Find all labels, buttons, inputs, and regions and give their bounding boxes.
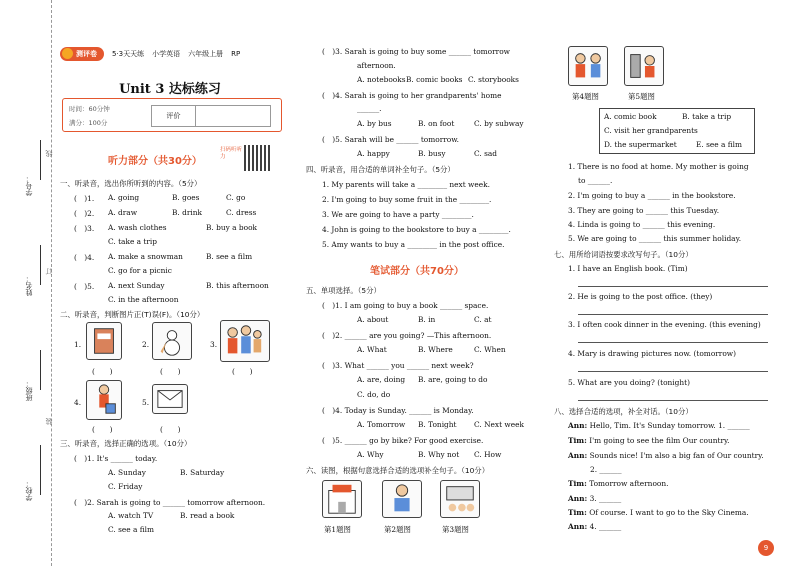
- s5-q4: ( )4. Today is Sunday. ______ is Monday.: [322, 406, 474, 415]
- time-limit: 时间：60分钟: [69, 105, 110, 113]
- speaker: Ann:: [568, 421, 588, 430]
- speaker: Tim:: [568, 479, 587, 488]
- option-b: B. drink: [172, 208, 202, 217]
- s3-heading: 三、听录音，选择正确的选项。（10分）: [60, 439, 192, 448]
- evaluation-label: 评价: [152, 106, 196, 126]
- option-a: A. Tomorrow: [357, 420, 406, 429]
- answer-line[interactable]: [578, 400, 768, 401]
- option-b: B. busy: [418, 149, 446, 158]
- written-section-heading: 笔试部分（共70分）: [370, 266, 464, 277]
- option-b: B. on foot: [418, 119, 455, 128]
- fill-line[interactable]: 2. I'm going to buy a ______ in the bookstore.: [568, 191, 736, 200]
- pic-number: 1.: [74, 340, 82, 349]
- option-a: A. draw: [108, 208, 138, 217]
- dialogue-line: [568, 479, 668, 488]
- option-a: A. are, doing: [357, 375, 406, 384]
- page-title: Unit 3 达标练习: [119, 82, 221, 97]
- dialogue-text: Tomorrow afternoon.: [586, 479, 669, 488]
- binding-margin: [0, 0, 52, 566]
- fill-line[interactable]: 1. There is no food at home. My mother is going: [568, 162, 749, 171]
- option-c: C. go for a picnic: [108, 266, 172, 275]
- option-a: A. next Sunday: [108, 281, 165, 290]
- option-c: C. storybooks: [468, 75, 519, 84]
- option-a: A. Sunday: [108, 468, 146, 477]
- family-visit-picture: [568, 46, 608, 86]
- dialogue-line: [568, 451, 764, 460]
- name-line: [40, 245, 41, 285]
- qr-code-icon[interactable]: [244, 145, 270, 171]
- speaker: Ann:: [568, 522, 588, 531]
- option-c: C. by subway: [474, 119, 524, 128]
- fill-line[interactable]: to ______.: [578, 176, 613, 185]
- option-b: B. are, going to do: [418, 375, 488, 384]
- s1-heading: 一、听录音，选出你所听到的内容。（5分）: [60, 179, 202, 188]
- comic-book-picture: [382, 480, 422, 518]
- q-text: )1. It's ______ today.: [84, 454, 158, 463]
- option-c: C. at: [474, 315, 492, 324]
- q-number: )3.: [84, 224, 95, 233]
- q-text: )1. I am going to buy a book ______ space.: [332, 301, 489, 310]
- option-b: B. this afternoon: [206, 281, 269, 290]
- dialogue-line: [568, 522, 621, 531]
- option-c: C. When: [474, 345, 506, 354]
- option-b: B. goes: [172, 193, 200, 202]
- s3-q2: ( )2. Sarah is going to ______ tomorrow afternoon.: [74, 498, 266, 507]
- option-c: C. Next week: [474, 420, 524, 429]
- answer-line[interactable]: [578, 286, 768, 287]
- option-b: B. Where: [418, 345, 453, 354]
- option-a: A. by bus: [357, 119, 392, 128]
- word-option-c: C. visit her grandparents: [604, 126, 698, 135]
- book-picture: [86, 322, 122, 360]
- q-text: )4. Sarah is going to her grandparents' home: [332, 91, 502, 100]
- listening-section-heading: 听力部分（共30分）: [108, 156, 202, 167]
- answer-paren[interactable]: ( ): [92, 367, 113, 376]
- option-c: C. take a trip: [108, 237, 158, 246]
- q-text: )2. Sarah is going to ______ tomorrow afternoon.: [84, 498, 266, 507]
- word-option-d: D. the supermarket: [604, 140, 677, 149]
- test-badge: 测评卷: [60, 47, 104, 61]
- answer-line[interactable]: [578, 342, 768, 343]
- full-score: 满分：100分: [69, 119, 108, 127]
- pic-caption: 第1题图: [324, 525, 351, 534]
- speaker: Ann:: [568, 494, 588, 503]
- q-text: )5. Sarah will be ______ tomorrow.: [332, 135, 460, 144]
- option-c: C. in the afternoon: [108, 295, 179, 304]
- s6-heading: 六、读图，根据句意选择合适的选项补全句子。（10分）: [306, 466, 490, 475]
- rewrite-question: 4. Mary is drawing pictures now. (tomorrow): [568, 349, 736, 358]
- s1-q1: ( )1.: [74, 194, 95, 203]
- q-number: )1.: [84, 194, 95, 203]
- dialogue-line: [568, 508, 749, 517]
- q-text: )2. ______ are you going? —This afternoon.: [332, 331, 492, 340]
- s7-heading: 七、用所给词语按要求改写句子。（10分）: [554, 250, 693, 259]
- dialogue-text: Hello, Tim. It's Sunday tomorrow. 1. ______: [587, 421, 750, 430]
- student-id-label: 学号：: [25, 175, 33, 196]
- q-number: )4.: [84, 253, 95, 262]
- pic-number: 4.: [74, 398, 82, 407]
- option-a: A. notebooks: [357, 75, 406, 84]
- subject-name: 小学英语: [152, 50, 181, 58]
- option-b: B. see a film: [206, 252, 253, 261]
- s1-q2: ( )2.: [74, 209, 95, 218]
- q-number: )2.: [84, 209, 95, 218]
- s5-q3: ( )3. What ______ you ______ next week?: [322, 361, 474, 370]
- family-picture: [220, 320, 270, 362]
- supermarket-picture: [322, 480, 362, 518]
- option-c: C. do, do: [357, 390, 391, 399]
- info-box: [62, 98, 282, 132]
- dialogue-text: 2. ______: [590, 465, 622, 474]
- s3-q1: ( )1. It's ______ today.: [74, 454, 158, 463]
- page-header: [60, 44, 300, 64]
- snowman-picture: [152, 322, 192, 360]
- answer-paren[interactable]: ( ): [232, 367, 253, 376]
- option-c: C. How: [474, 450, 502, 459]
- fill-line[interactable]: 3. They are going to ______ this Tuesday.: [568, 206, 720, 215]
- dialogue-line: [568, 421, 750, 430]
- seal-mark-line: 线: [45, 150, 53, 157]
- q-blank[interactable]: ______.: [357, 104, 382, 113]
- series-name: 5·3天天练: [112, 50, 145, 58]
- answer-paren[interactable]: ( ): [160, 367, 181, 376]
- trip-picture: [86, 380, 122, 420]
- answer-paren[interactable]: ( ): [92, 425, 113, 434]
- option-a: A. watch TV: [108, 511, 154, 520]
- option-b: B. Why not: [418, 450, 460, 459]
- letter-picture: [152, 384, 188, 414]
- grade-name: 六年级上册: [188, 50, 224, 58]
- speaker: Tim:: [568, 436, 587, 445]
- travel-picture: [624, 46, 664, 86]
- speaker: Ann:: [568, 451, 588, 460]
- qr-label: 扫码听听力: [220, 147, 243, 160]
- dialogue-line: [568, 436, 730, 445]
- dialogue-text: Sounds nice! I'm also a big fan of Our country.: [587, 451, 764, 460]
- answer-line[interactable]: [578, 371, 768, 372]
- evaluation-field[interactable]: [196, 106, 270, 126]
- fill-line[interactable]: 4. John is going to the bookstore to buy a ________.: [322, 225, 511, 234]
- s8-heading: 八、选择合适的选项，补全对话。（10分）: [554, 407, 693, 416]
- seal-mark-fix: 装: [45, 418, 53, 425]
- school-line: [40, 445, 41, 495]
- speaker: Tim:: [568, 508, 587, 517]
- dialogue-line: [590, 465, 622, 474]
- q-text-cont: afternoon.: [357, 61, 396, 70]
- pic-number: 2.: [142, 340, 150, 349]
- option-a: A. about: [357, 315, 389, 324]
- q-text: )4. Today is Sunday. ______ is Monday.: [332, 406, 474, 415]
- option-a: A. going: [108, 193, 140, 202]
- word-bank-box: [599, 108, 755, 154]
- pic-caption: 第3题图: [442, 525, 469, 534]
- s4-heading: 四、听录音，用合适的单词补全句子。（5分）: [306, 165, 455, 174]
- option-c: C. see a film: [108, 525, 155, 534]
- pic-caption: 第5题图: [628, 92, 655, 101]
- s5-q2: ( )2. ______ are you going? —This afternoon.: [322, 331, 492, 340]
- s1-q5: ( )5.: [74, 282, 95, 291]
- evaluation-box: [151, 105, 271, 127]
- option-a: A. happy: [357, 149, 390, 158]
- option-a: A. Why: [357, 450, 384, 459]
- s5-q1: ( )1. I am going to buy a book ______ space.: [322, 301, 489, 310]
- fill-line[interactable]: 5. Amy wants to buy a ________ in the post office.: [322, 240, 505, 249]
- fill-line[interactable]: 1. My parents will take a ________ next week.: [322, 180, 490, 189]
- fill-line[interactable]: 3. We are going to have a party ________.: [322, 210, 474, 219]
- dialogue-text: 4. ______: [587, 522, 622, 531]
- rewrite-question: 3. I often cook dinner in the evening. (this evening): [568, 320, 761, 329]
- option-b: B. read a book: [180, 511, 235, 520]
- option-b: B. Tonight: [418, 420, 457, 429]
- s5-heading: 五、单项选择。（5分）: [306, 286, 381, 295]
- seal-mark-bind: 订: [45, 268, 53, 275]
- student-id-line: [40, 140, 41, 180]
- name-label: 姓名：: [25, 275, 33, 296]
- pic-caption: 第4题图: [572, 92, 599, 101]
- edition-name: RP: [231, 50, 241, 58]
- option-b: B. comic books: [406, 75, 463, 84]
- fill-line[interactable]: 2. I'm going to buy some fruit in the ________.: [322, 195, 492, 204]
- q-text: )3. Sarah is going to buy some ______ tomorrow: [332, 47, 510, 56]
- s5-q5: ( )5. ______ go by bike? For good exercise.: [322, 436, 484, 445]
- word-option-b: B. take a trip: [682, 112, 732, 121]
- rewrite-question: 5. What are you doing? (tonight): [568, 378, 690, 387]
- answer-line[interactable]: [578, 314, 768, 315]
- fill-line[interactable]: 4. Linda is going to ______ this evening.: [568, 220, 716, 229]
- answer-paren[interactable]: ( ): [160, 425, 181, 434]
- l-q4: ( )4. Sarah is going to her grandparents' home: [322, 91, 502, 100]
- rewrite-question: 1. I have an English book. (Tim): [568, 264, 688, 273]
- word-option-a: A. comic book: [604, 112, 657, 121]
- dialogue-text: 3. ______: [587, 494, 622, 503]
- option-b: B. Saturday: [180, 468, 225, 477]
- rewrite-question: 2. He is going to the post office. (they): [568, 292, 713, 301]
- page-number: 9: [758, 540, 774, 556]
- dialogue-text: I'm going to see the film Our country.: [586, 436, 730, 445]
- pic-number: 3.: [210, 340, 218, 349]
- pic-caption: 第2题图: [384, 525, 411, 534]
- option-c: C. Friday: [108, 482, 143, 491]
- option-a: A. wash clothes: [108, 223, 167, 232]
- option-c: C. dress: [226, 208, 257, 217]
- l-q3: ( )3. Sarah is going to buy some ______ tomorrow: [322, 47, 510, 56]
- dialogue-line: [568, 494, 621, 503]
- s1-q3: ( )3.: [74, 224, 95, 233]
- word-option-e: E. see a film: [696, 140, 743, 149]
- s2-heading: 二、听录音，判断图片正(T)误(F)。（10分）: [60, 310, 205, 319]
- school-label: 学校：: [25, 480, 33, 501]
- q-text: )5. ______ go by bike? For good exercise.: [332, 436, 484, 445]
- option-a: A. What: [357, 345, 387, 354]
- option-b: B. buy a book: [206, 223, 258, 232]
- s1-q4: ( )4.: [74, 253, 95, 262]
- q-text: )3. What ______ you ______ next week?: [332, 361, 474, 370]
- l-q5: ( )5. Sarah will be ______ tomorrow.: [322, 135, 460, 144]
- option-b: B. in: [418, 315, 436, 324]
- dialogue-text: Of course. I want to go to the Sky Cinema.: [586, 508, 749, 517]
- option-c: C. go: [226, 193, 246, 202]
- option-c: C. sad: [474, 149, 498, 158]
- pic-number: 5.: [142, 398, 150, 407]
- q-number: )5.: [84, 282, 95, 291]
- class-label: 班级：: [25, 380, 33, 401]
- class-line: [40, 350, 41, 390]
- fill-line[interactable]: 5. We are going to ______ this summer holiday.: [568, 234, 742, 243]
- cinema-picture: [440, 480, 480, 518]
- option-a: A. make a snowman: [108, 252, 183, 261]
